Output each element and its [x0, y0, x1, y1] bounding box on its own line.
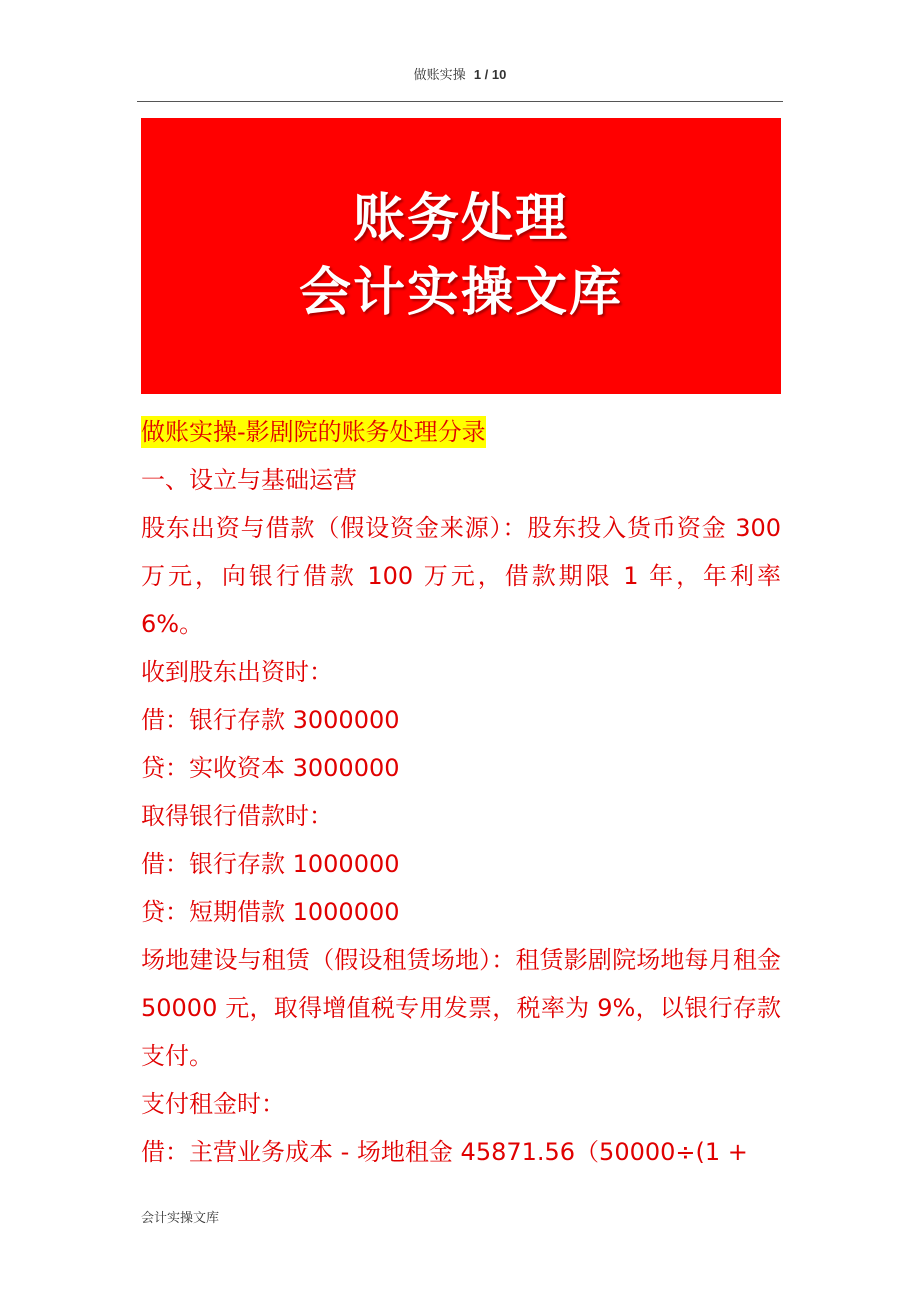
- document-title: 做账实操-影剧院的账务处理分录: [141, 418, 486, 446]
- banner-line-1: 账务处理: [352, 189, 569, 249]
- journal-entry-line: 贷：实收资本 3000000: [141, 754, 400, 782]
- paragraph: 收到股东出资时：: [141, 658, 333, 686]
- journal-entry-line: 贷：短期借款 1000000: [141, 898, 400, 926]
- journal-entry-line: 借：主营业务成本 - 场地租金 45871.56（50000÷(1 +: [141, 1138, 748, 1166]
- journal-entry-line: 借：银行存款 1000000: [141, 850, 400, 878]
- paragraph: 取得银行借款时：: [141, 802, 333, 830]
- section-heading: 一、设立与基础运营: [141, 466, 357, 494]
- document-body: [141, 408, 781, 1176]
- header-divider: [137, 101, 783, 102]
- header-title: 做账实操: [413, 68, 466, 83]
- cover-banner: [141, 118, 781, 394]
- paragraph: 股东出资与借款（假设资金来源）：股东投入货币资金 300 万元，向银行借款 100 万元，借款期限 1 年，年利率 6%。: [141, 514, 781, 638]
- banner-line-2: 会计实操文库: [298, 263, 623, 323]
- page-header: [0, 64, 920, 83]
- paragraph: 支付租金时：: [141, 1090, 285, 1118]
- document-title-row: [141, 408, 781, 456]
- page-indicator: 1 / 10: [473, 67, 507, 82]
- paragraph: 场地建设与租赁（假设租赁场地）：租赁影剧院场地每月租金 50000 元，取得增值税专用发票，税率为 9%，以银行存款支付。: [141, 946, 781, 1070]
- page-footer: 会计实操文库: [141, 1211, 220, 1226]
- journal-entry-line: 借：银行存款 3000000: [141, 706, 400, 734]
